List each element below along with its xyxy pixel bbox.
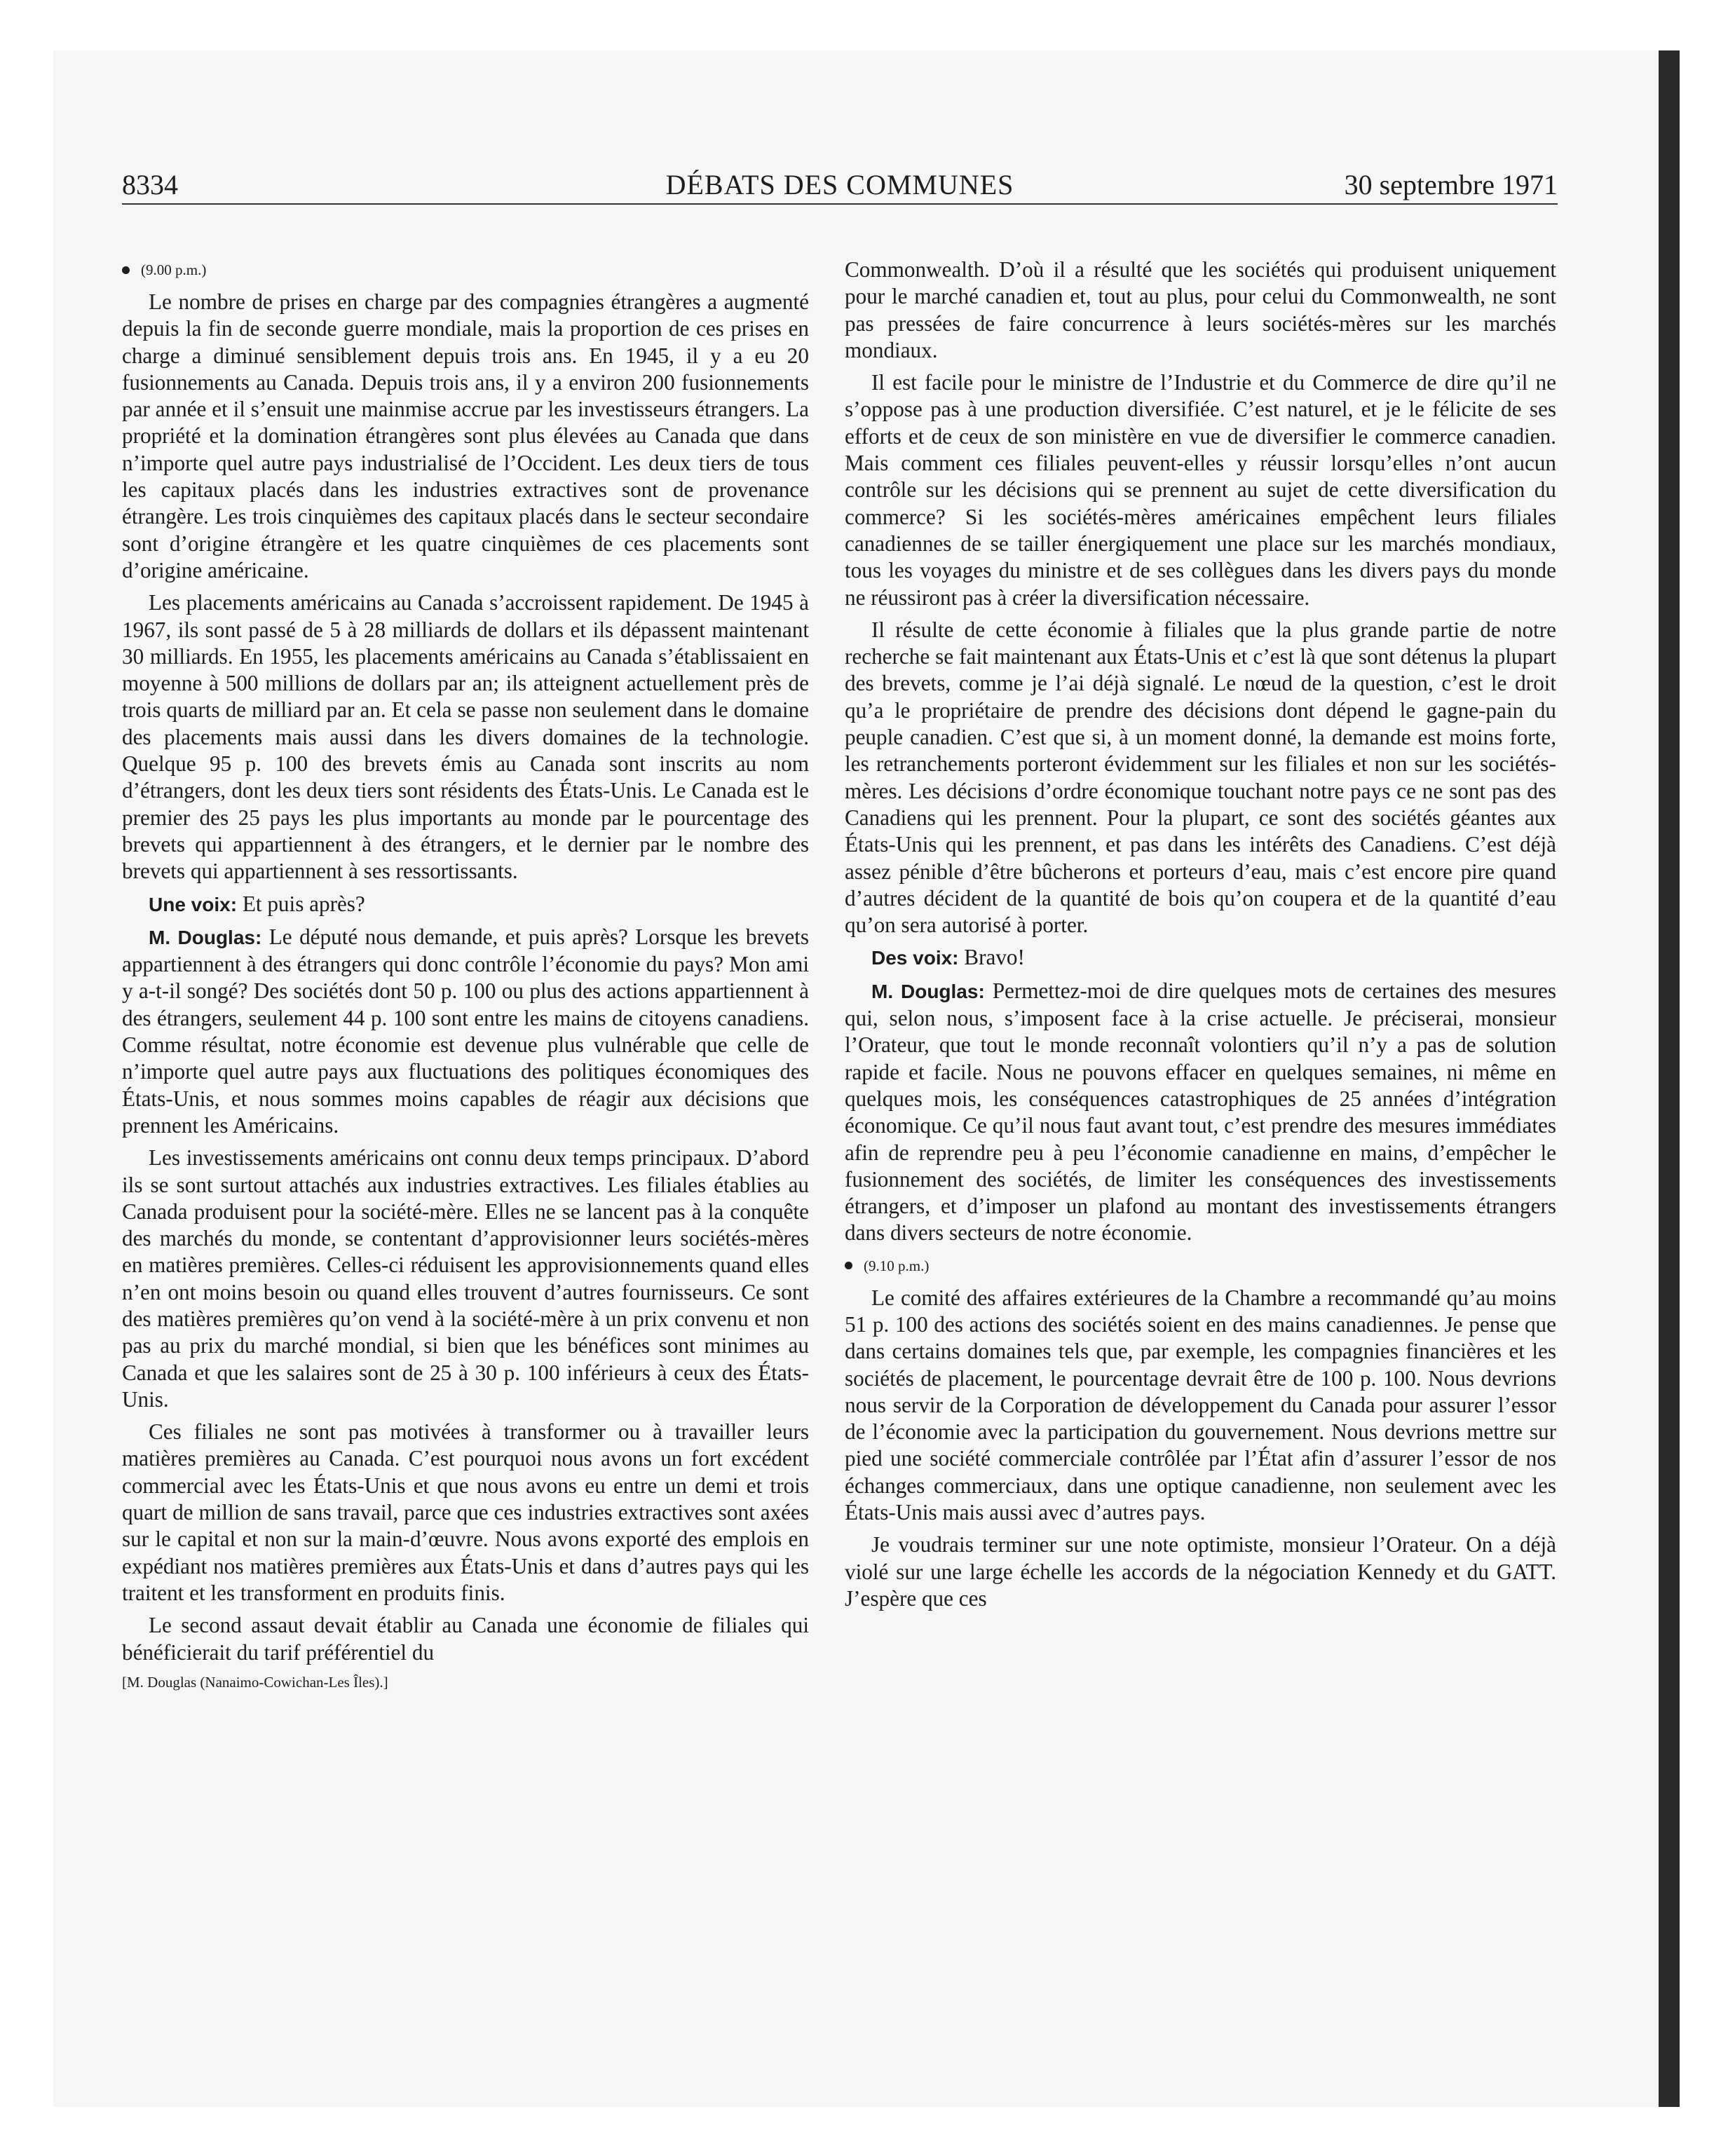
publication-date: 30 septembre 1971 (1344, 169, 1558, 200)
page-number: 8334 (122, 169, 178, 200)
left-column (122, 257, 809, 1698)
interjection-text: Bravo! (958, 945, 1025, 970)
paragraph: Il résulte de cette économie à filiales que la plus grande partie de notre recherche se fait maintenant aux États-Unis et c’est là que sont détenus la plupart des brevets, comme je l’ai déjà signalé. Le nœud de la question, c’est le droit qu’a le propriétaire de prendre des décisions dont dépend le gagne-pain du peuple canadien. C’est que si, à un moment donné, la demande est moins forte, les retranchements porteront évidemment sur les filiales et non sur les sociétés-mères. Les décisions d’ordre économique touchant notre pays ce ne sont pas des Canadiens qui les prennent. Pour la plupart, ce sont des sociétés géantes aux États-Unis qui les prennent, et pas dans les intérêts des Canadiens. C’est déjà assez pénible d’être bûcherons et porteurs d’eau, mais c’est encore pire quand d’autres décident de la quantité de bois qu’on coupera et de la quantité d’eau qu’on sera autorisé à porter. (845, 617, 1556, 938)
interjection-text: Et puis après? (237, 891, 365, 916)
paragraph: Les investissements américains ont connu deux temps principaux. D’abord ils se sont surtout attachés aux industries extractives. Les filiales établies au Canada produisent pour la société-mère. Elles ne se lancent pas à la conquête des marchés du monde, se contentant d’approvisionner leurs sociétés-mères en matières premières. Celles-ci réduisent les approvisionnements quand elles n’en ont moins besoin ou quand elles trouvent d’autres fournisseurs. Ce sont des matières premières qu’on vend à la société-mère à un prix convenu et non pas au prix du marché mondial, si bien que les bénéfices sont minimes au Canada et que les salaires sont de 25 à 30 p. 100 inférieurs à ceux des États-Unis. (122, 1145, 809, 1412)
publication-title: DÉBATS DES COMMUNES (665, 169, 1014, 200)
speaker-name: M. Douglas: (871, 980, 985, 1002)
speaker-name: Une voix: (149, 893, 238, 915)
paragraph: Je voudrais terminer sur une note optimiste, monsieur l’Orateur. On a déjà violé sur une large échelle les accords de la négociation Kennedy et du GATT. J’espère que ces (845, 1532, 1556, 1611)
speaker-name: M. Douglas: (149, 926, 262, 948)
speech-text: Le député nous demande, et puis après? Lorsque les brevets appartiennent à des étrangers qui donc contrôle l’économie du pays? Mon ami y a-t-il songé? Des sociétés dont 50 p. 100 ou plus des actions appartiennent à des étrangers, seulement 44 p. 100 sont entre les mains de citoyens canadiens. Comme résultat, notre économie est devenue plus vulnérable que celle de n’importe quel autre pays aux fluctuations des politiques économiques des États-Unis, et nous sommes moins capables de réagir aux décisions que prennent les Américains. (122, 924, 809, 1138)
paragraph: Le nombre de prises en charge par des compagnies étrangères a augmenté depuis la fin de seconde guerre mondiale, mais la proportion de ces prises en charge a diminué sensiblement depuis trois ans. En 1945, il y a eu 20 fusionnements au Canada. Depuis trois ans, il y a environ 200 fusionnements par année et il s’ensuit une mainmise accrue par les investisseurs étrangers. La propriété et la domination étrangères sont plus élevées au Canada que dans n’importe quel autre pays industrialisé de l’Occident. Les deux tiers de tous les capitaux placés dans les industries extractives sont de provenance étrangère. Les trois cinquièmes des capitaux placés dans le secteur secondaire sont d’origine étrangère et les quatre cinquièmes de ces placements sont d’origine américaine. (122, 289, 809, 582)
paragraph: Ces filiales ne sont pas motivées à transformer ou à travailler leurs matières premières au Canada. C’est pourquoi nous avons un fort excédent commercial avec les États-Unis et que nous avons eu entre un demi et trois quart de million de sans travail, parce que ces industries extractives sont axées sur le capital et non sur la main-d’œuvre. Nous avons exporté des emplois en expédiant nos matières premières aux États-Unis et dans d’autres pays qui les traitent et les transforment en produits finis. (122, 1419, 809, 1605)
time-marker: (9.10 p.m.) (845, 1253, 1556, 1279)
right-column (845, 257, 1556, 1618)
scan-edge (1659, 50, 1680, 2107)
time-marker: (9.00 p.m.) (122, 257, 809, 283)
bullet-icon (122, 266, 130, 274)
speech (845, 978, 1556, 1247)
speech-text: Permettez-moi de dire quelques mots de certaines des mesures qui, selon nous, s’imposent face à la crise actuelle. Je préciserai, monsieur l’Orateur, que tout le monde reconnaît volontiers qu’il n’y a pas de solution rapide et facile. Nous ne pouvons effacer en quelques semaines, ni même en quelques mois, les conséquences catastrophiques de 25 années d’intégration économique. Ce qu’il nous faut avant tout, c’est prendre des mesures immédiates afin de reprendre peu à peu l’économie canadienne en mains, d’empêcher le fusionnement des sociétés, de limiter les conséquences des investissements étrangers, et d’imposer un plafond au montant des investissements étrangers dans divers secteurs de notre économie. (845, 978, 1556, 1246)
speech (122, 924, 809, 1139)
paragraph: Commonwealth. D’où il a résulté que les sociétés qui produisent uniquement pour le marché canadien et, tout au plus, pour celui du Commonwealth, ne sont pas pressées de faire concurrence à leurs sociétés-mères sur les marchés mondiaux. (845, 257, 1556, 362)
header-rule (122, 203, 1558, 205)
paragraph: Le second assaut devait établir au Canada une économie de filiales qui bénéficierait du tarif préférentiel du (122, 1613, 809, 1665)
interjection (845, 944, 1556, 971)
interjection (122, 891, 809, 918)
paragraph: Les placements américains au Canada s’accroissent rapidement. De 1945 à 1967, ils sont passé de 5 à 28 milliards de dollars et ils dépassent maintenant 30 milliards. En 1955, les placements américains au Canada s’établissaient en moyenne à 500 millions de dollars par an; ils atteignent actuellement près de trois quarts de milliard par an. Et cela se passe non seulement dans le domaine des placements mais aussi dans les divers domaines de la technologie. Quelque 95 p. 100 des brevets émis au Canada sont inscrits au nom d’étrangers, dont les deux tiers sont résidents des États-Unis. Le Canada est le premier des 25 pays les plus importants au monde par le pourcentage des brevets qui appartiennent à des étrangers, et le dernier par le nombre des brevets qui appartiennent à ses ressortissants. (122, 590, 809, 884)
page-header (122, 165, 1558, 205)
paragraph: Il est facile pour le ministre de l’Industrie et du Commerce de dire qu’il ne s’oppose pas à une production diversifiée. C’est naturel, et je le félicite de ses efforts et de ceux de son ministère en vue de diversifier le commerce canadien. Mais comment ces filiales peuvent-elles y réussir lorsqu’elles n’ont aucun contrôle sur les décisions qui se prennent au sujet de cette diversification du commerce? Si les sociétés-mères américaines empêchent leurs filiales canadiennes de se tailler énergiquement une place sur les marchés mondiaux, tous les voyages du ministre et de ses collègues dans les divers pays du monde ne réussiront pas à créer la diversification nécessaire. (845, 370, 1556, 610)
speaker-footnote: [M. Douglas (Nanaimo-Cowichan-Les Îles).] (122, 1673, 388, 1691)
bullet-icon (845, 1262, 852, 1269)
paragraph: Le comité des affaires extérieures de la Chambre a recommandé qu’au moins 51 p. 100 des actions des sociétés soient en des mains canadiennes. Je pense que dans certains domaines tels que, par exemple, les compagnies financières et les sociétés de placement, le pourcentage devrait être de 100 p. 100. Nous devrions nous servir de la Corporation de développement du Canada pour assurer l’essor de l’économie avec la participation du gouvernement. Nous devrions mettre sur pied une société commerciale contrôlée par l’État afin d’assurer l’essor de nos échanges commerciaux, dans une optique canadienne, non seulement avec les États-Unis mais aussi avec d’autres pays. (845, 1285, 1556, 1525)
speaker-name: Des voix: (871, 947, 959, 969)
